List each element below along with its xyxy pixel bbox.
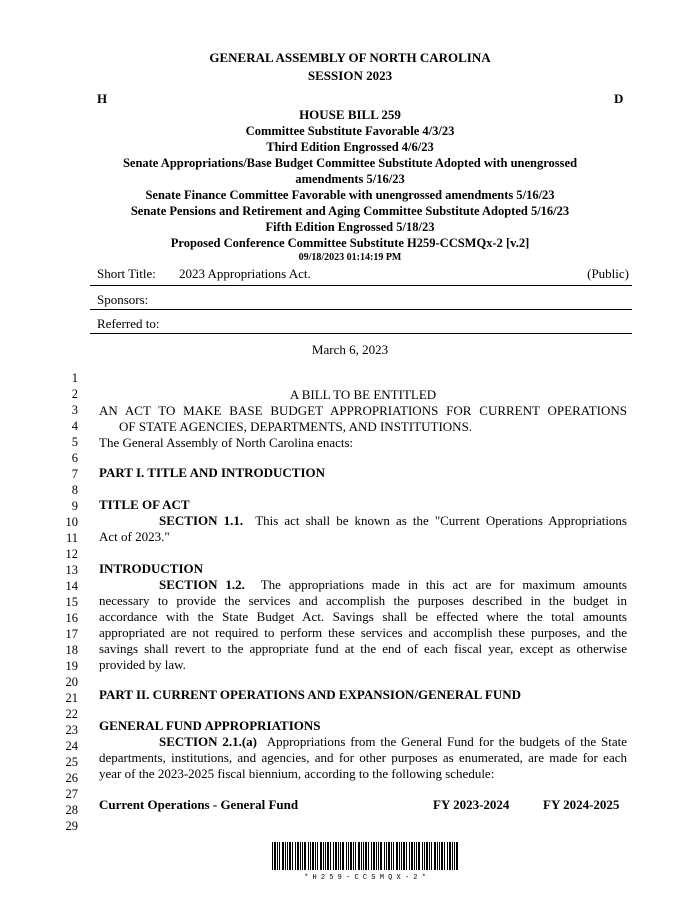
section-text: accordance with the State Budget Act. Savings shall be effected where the total amounts [99,609,627,624]
line-number: 14 [65,579,78,593]
barcode-bar [353,842,354,870]
barcode-bar [292,842,293,870]
line-number: 4 [71,419,78,433]
bill-number: HOUSE BILL 259 [299,107,401,122]
line-number: 3 [71,403,78,417]
barcode-bar [376,842,377,870]
section-heading: TITLE OF ACT [99,497,190,512]
barcode-bar [315,842,316,870]
enacting-clause: The General Assembly of North Carolina enacts: [99,435,354,450]
barcode-bar [452,842,453,870]
barcode-bar [409,842,410,870]
line-number: 1 [71,371,78,385]
section-text: Act of 2023." [99,529,170,544]
barcode-bar [325,842,326,870]
section-label: SECTION 1.1. [159,513,244,528]
section-text: provided by law. [99,657,186,672]
barcode-bar [422,842,423,870]
barcode-bar [335,842,337,870]
short-title-row [97,266,629,282]
line-number: 9 [71,499,78,513]
barcode-bar [348,842,349,870]
short-title-value: 2023 Appropriations Act. [179,266,311,281]
part-heading: PART I. TITLE AND INTRODUCTION [99,465,326,480]
barcode-bar [437,842,438,870]
barcode-bar [342,842,344,870]
sponsors-label: Sponsors: [97,292,149,307]
barcode-bar [371,842,372,870]
barcode-bar [401,842,402,870]
barcode-bar [368,842,369,870]
barcode-bar [456,842,458,870]
line-number: 16 [65,611,78,625]
barcode-bar [297,842,299,870]
barcode-bar [393,842,394,870]
act-title-cont: OF STATE AGENCIES, DEPARTMENTS, AND INSTITUTIONS. [119,419,473,434]
section-text [99,577,627,593]
section-label: SECTION 2.1.(a) [159,734,258,749]
history-line: Fifth Edition Engrossed 5/18/23 [265,220,435,234]
history-line: Senate Finance Committee Favorable with unengrossed amendments 5/16/23 [145,188,555,202]
barcode-bar [414,842,415,870]
barcode-bar [399,842,400,870]
barcode-bar [403,842,405,870]
schedule-col-fy1: FY 2023-2024 [433,797,510,812]
barcode-bar [317,842,318,870]
barcode-bar [406,842,407,870]
part-heading: PART II. CURRENT OPERATIONS AND EXPANSION/GENERAL FUND [99,687,521,702]
barcode-bar [454,842,455,870]
line-number: 8 [71,483,78,497]
barcode-bar [277,842,278,870]
line-number: 21 [65,691,78,705]
barcode-bar [373,842,375,870]
history-line: Third Edition Engrossed 4/6/23 [266,140,434,154]
barcode-bar [449,842,451,870]
line-number: 26 [65,771,78,785]
barcode-bar [365,842,367,870]
barcode-bar [320,842,322,870]
barcode-bar [444,842,445,870]
barcode-bar [274,842,276,870]
barcode-bar [439,842,440,870]
line-number: 19 [65,659,78,673]
barcode-bar [358,842,360,870]
section-text [99,513,627,529]
line-number: 18 [65,643,78,657]
session-title: SESSION 2023 [307,68,393,83]
section-text: appropriated are not required to perform these services and accomplish these purposes, and the [99,625,627,640]
barcode-bar [330,842,331,870]
section-text: necessary to provide the services and accomplish the purposes described in the budget in [99,593,627,608]
barcode-bar [308,842,309,870]
barcode-bar [424,842,425,870]
barcode-bar [300,842,301,870]
barcode-bar [287,842,288,870]
line-number: 29 [65,819,78,833]
line-number: 7 [71,467,78,481]
timestamp: 09/18/2023 01:14:19 PM [298,252,402,263]
introduced-date: March 6, 2023 [311,342,389,357]
section-heading: GENERAL FUND APPROPRIATIONS [99,718,321,733]
barcode-bar [279,842,280,870]
section-body: This act shall be known as the "Current Operations Appropriations [255,513,627,528]
barcode-bar [418,842,420,870]
section-text: savings shall revert to the appropriate fund at the end of each fiscal year, except as otherwise [99,641,627,656]
version-letter: D [614,91,624,106]
barcode-bar [285,842,286,870]
barcode-bar [295,842,296,870]
barcode-bar [289,842,291,870]
line-number: 12 [65,547,78,561]
history-line: Proposed Conference Committee Substitute H259-CCSMQx-2 [v.2] [170,236,530,250]
barcode-bar [386,842,387,870]
barcode-bar [355,842,356,870]
barcode-bar [426,842,428,870]
barcode-bar [338,842,339,870]
history-line: Senate Pensions and Retirement and Aging Committee Substitute Adopted 5/16/23 [130,204,570,218]
barcode-bar [378,842,379,870]
barcode-bar [384,842,385,870]
barcode-bar [304,842,306,870]
barcode-bar [411,842,413,870]
line-number: 23 [65,723,78,737]
barcode-bar [434,842,436,870]
barcode-bar [310,842,311,870]
assembly-title: GENERAL ASSEMBLY OF NORTH CAROLINA [209,50,491,65]
barcode-bar [441,842,443,870]
line-number: 11 [65,531,78,545]
barcode-bar [431,842,432,870]
referred-label: Referred to: [97,316,160,331]
line-number: 10 [65,515,78,529]
barcode-bar [312,842,314,870]
line-number: 15 [65,595,78,609]
divider [90,285,632,286]
barcode-bar [302,842,303,870]
history-line: Senate Appropriations/Base Budget Committee Substitute Adopted with unengrossed [122,156,578,170]
barcode-bar [447,842,448,870]
line-number: 24 [65,739,78,753]
barcode-bar [416,842,417,870]
barcode-bar [333,842,334,870]
line-number: 6 [71,451,78,465]
section-text: departments, institutions, and agencies, and for other purposes as enumerated, are made for each [99,750,627,765]
chamber-letter: H [97,91,108,106]
line-number: 25 [65,755,78,769]
divider [90,333,632,334]
schedule-heading: Current Operations - General Fund [99,797,299,812]
line-number: 2 [71,387,78,401]
section-heading: INTRODUCTION [99,561,204,576]
barcode-bar [350,842,352,870]
barcode-bar [396,842,398,870]
history-line: amendments 5/16/23 [295,172,405,186]
barcode-bar [380,842,382,870]
barcode-bar [282,842,284,870]
barcode-bar [361,842,362,870]
line-number: 22 [65,707,78,721]
barcode-text: * H 2 5 9 - C C S M Q X - 2 * [304,874,426,880]
line-number: 13 [65,563,78,577]
public-label: (Public) [587,266,629,281]
document-barcode [270,842,460,880]
section-text: year of the 2023-2025 fiscal biennium, according to the following schedule: [99,766,495,781]
divider [90,309,632,310]
section-body: The appropriations made in this act are for maximum amounts [260,577,627,592]
barcode-bar [429,842,430,870]
barcode-bar [272,842,273,870]
barcode-bar [327,842,329,870]
bill-caption: A BILL TO BE ENTITLED [289,387,437,402]
line-number: 17 [65,627,78,641]
line-number: 27 [65,787,78,801]
barcode-bar [346,842,347,870]
barcode-bar [363,842,364,870]
short-title-label: Short Title: [97,266,156,281]
history-line: Committee Substitute Favorable 4/3/23 [245,124,455,138]
section-text [99,734,627,750]
barcode-bar [391,842,392,870]
section-label: SECTION 1.2. [159,577,245,592]
schedule-col-fy2: FY 2024-2025 [543,797,620,812]
section-body: Appropriations from the General Fund for the budgets of the State [266,734,627,749]
barcode-bar [323,842,324,870]
act-title: AN ACT TO MAKE BASE BUDGET APPROPRIATIONS FOR CURRENT OPERATIONS [99,403,627,418]
barcode-bar [388,842,390,870]
line-number: 28 [65,803,78,817]
barcode-bar [340,842,341,870]
line-number: 5 [71,435,78,449]
line-number: 20 [65,675,78,689]
